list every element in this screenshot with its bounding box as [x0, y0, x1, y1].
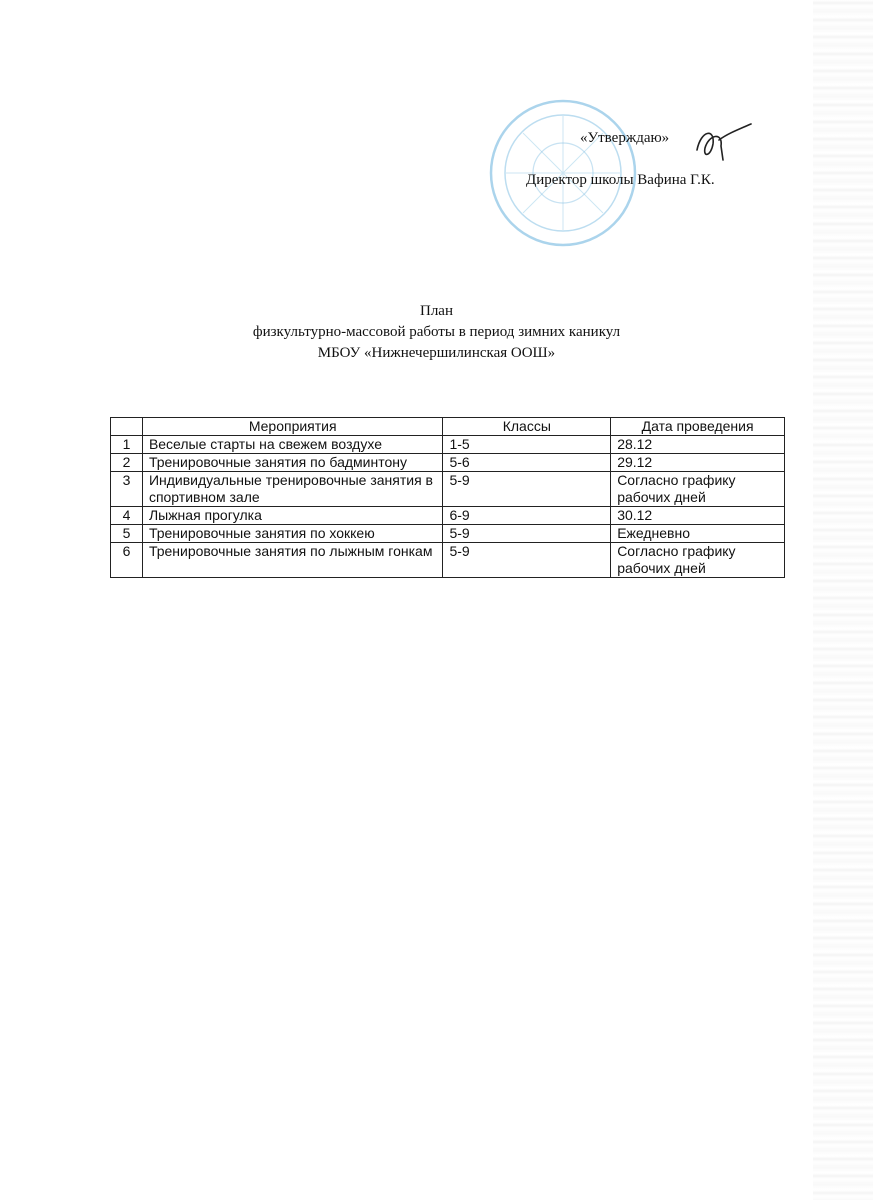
- header-event: Мероприятия: [142, 418, 443, 436]
- row-event: Тренировочные занятия по лыжным гонкам: [142, 543, 443, 578]
- row-classes: 5-9: [443, 472, 611, 507]
- header-date: Дата проведения: [611, 418, 785, 436]
- title-line-3: МБОУ «Нижнечершилинская ООШ»: [317, 345, 556, 361]
- row-event: Лыжная прогулка: [142, 507, 443, 525]
- row-event: Тренировочные занятия по бадминтону: [142, 454, 443, 472]
- row-event: Тренировочные занятия по хоккею: [142, 525, 443, 543]
- row-classes: 5-9: [443, 525, 611, 543]
- row-date: Согласно графику рабочих дней: [611, 472, 785, 507]
- table-row: [111, 454, 785, 472]
- row-classes: 6-9: [443, 507, 611, 525]
- row-date: Согласно графику рабочих дней: [611, 543, 785, 578]
- header-num: [111, 418, 143, 436]
- table-row: [111, 525, 785, 543]
- table-header-row: [111, 418, 785, 436]
- title-line-2: физкультурно-массовой работы в период зимних каникул: [252, 324, 621, 340]
- row-num: 2: [111, 454, 143, 472]
- row-event: Индивидуальные тренировочные занятия в спортивном зале: [142, 472, 443, 507]
- signature-icon: [693, 120, 753, 166]
- events-table: [110, 417, 785, 578]
- title-line-1: План: [419, 303, 453, 319]
- approval-label: «Утверждаю»: [580, 130, 670, 146]
- row-num: 3: [111, 472, 143, 507]
- row-classes: 5-6: [443, 454, 611, 472]
- row-event: Веселые старты на свежем воздухе: [142, 436, 443, 454]
- row-num: 5: [111, 525, 143, 543]
- table-row: [111, 507, 785, 525]
- table-row: [111, 472, 785, 507]
- row-num: 6: [111, 543, 143, 578]
- row-num: 4: [111, 507, 143, 525]
- row-classes: 1-5: [443, 436, 611, 454]
- row-date: 30.12: [611, 507, 785, 525]
- table-row: [111, 543, 785, 578]
- table-row: [111, 436, 785, 454]
- row-date: Ежедневно: [611, 525, 785, 543]
- header-classes: Классы: [443, 418, 611, 436]
- row-classes: 5-9: [443, 543, 611, 578]
- row-num: 1: [111, 436, 143, 454]
- director-line: Директор школы Вафина Г.К.: [526, 172, 715, 188]
- row-date: 28.12: [611, 436, 785, 454]
- document-title: [0, 301, 873, 364]
- scan-edge-noise: [813, 0, 873, 1200]
- row-date: 29.12: [611, 454, 785, 472]
